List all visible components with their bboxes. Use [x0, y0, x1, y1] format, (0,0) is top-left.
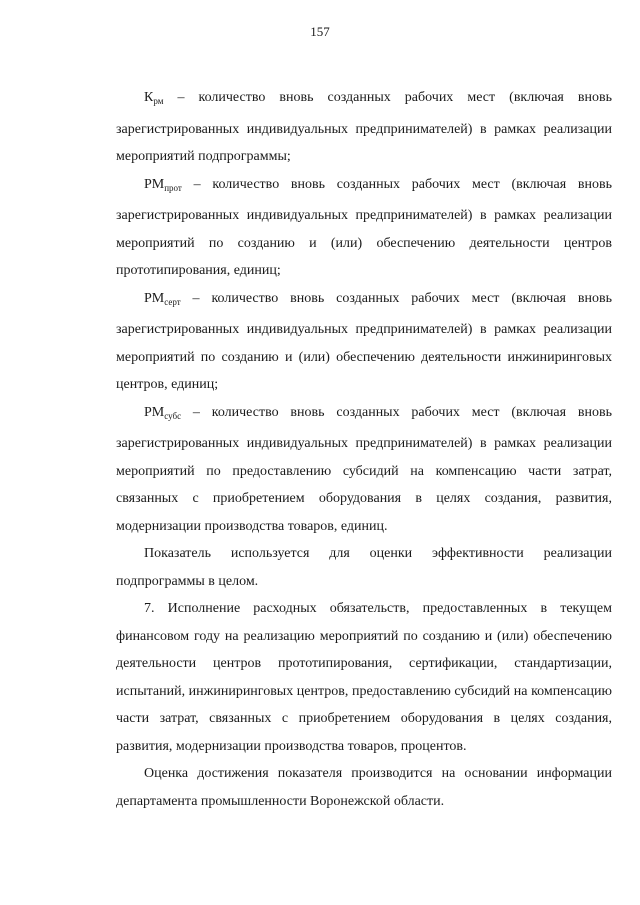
- symbol-letter: РМ: [144, 290, 165, 306]
- paragraph-indicator-usage: Показатель используется для оценки эффективности реализации подпрограммы в целом.: [116, 546, 612, 589]
- symbol-letter: К: [144, 90, 154, 105]
- document-body: [116, 84, 612, 815]
- symbol-krm: [144, 90, 163, 105]
- definition-krm: [116, 84, 612, 171]
- definition-text: – количество вновь созданных рабочих мест (включая вновь зарегистрированных индивидуальных предпринимателей) в рамках реализации мероприятий подпрограммы;: [116, 90, 612, 164]
- paragraph-item-7: 7. Исполнение расходных обязательств, предоставленных в текущем финансовом году на реализацию мероприятий по созданию и (или) обеспечению деятельности центров прототипирования, сертификации, стандартизации, испытаний, инжиниринговых центров, предоставлению субсидий на компенсацию части затрат, связанных с приобретением оборудования в целях создания, развития, модернизации производства товаров, процентов.: [116, 601, 612, 754]
- definition-text: – количество вновь созданных рабочих мест (включая вновь зарегистрированных индивидуальных предпринимателей) в рамках реализации мероприятий по созданию и (или) обеспечению деятельности центров прототипирования, единиц;: [116, 176, 612, 278]
- symbol-letter: РМ: [144, 176, 165, 192]
- definition-text: – количество вновь созданных рабочих мест (включая вновь зарегистрированных индивидуальных предпринимателей) в рамках реализации мероприятий по созданию и (или) обеспечению деятельности инжиниринговых центров, единиц;: [116, 290, 612, 392]
- symbol-subscript: субс: [164, 410, 182, 421]
- symbol-rm-prot: [144, 177, 182, 192]
- definition-rm-subs: [116, 399, 612, 541]
- symbol-rm-sert: [144, 291, 181, 306]
- symbol-subscript: серт: [164, 296, 181, 307]
- definition-text: – количество вновь созданных рабочих мест (включая вновь зарегистрированных индивидуальных предпринимателей) в рамках реализации мероприятий по предоставлению субсидий на компенсацию части затрат, связанных с приобретением оборудования в целях создания, развития, модернизации производства товаров, единиц.: [116, 404, 612, 534]
- definition-rm-sert: [116, 285, 612, 399]
- symbol-subscript: прот: [164, 182, 182, 193]
- definition-rm-prot: [116, 171, 612, 285]
- page-number: 157: [310, 24, 330, 39]
- symbol-rm-subs: [144, 405, 181, 420]
- symbol-letter: РМ: [144, 404, 165, 420]
- paragraph-assessment-source: Оценка достижения показателя производится на основании информации департамента промышленности Воронежской области.: [116, 766, 612, 809]
- symbol-subscript: рм: [153, 96, 164, 106]
